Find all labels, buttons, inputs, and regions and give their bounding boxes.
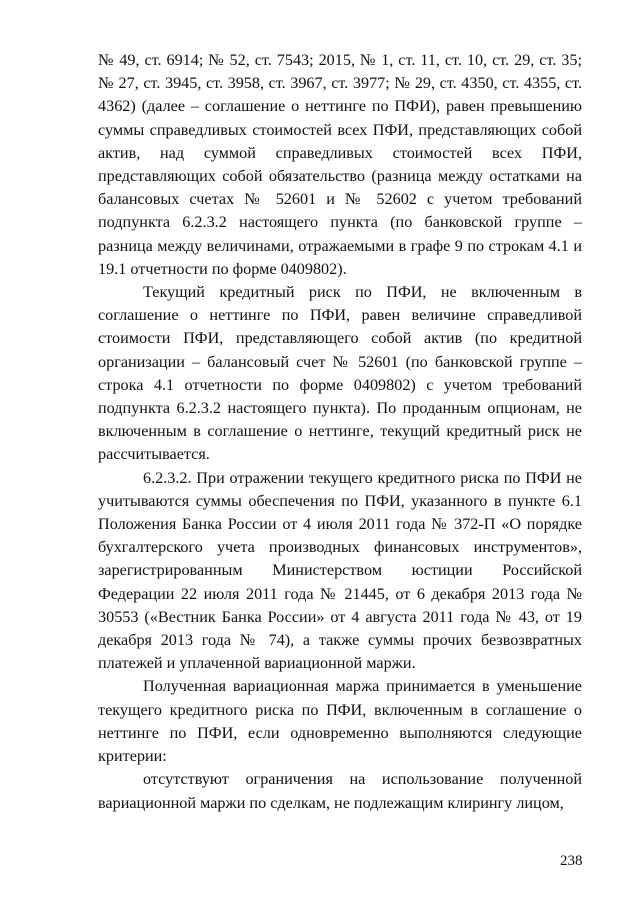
- paragraph-continuation: № 49, ст. 6914; № 52, ст. 7543; 2015, № 1, ст. 11, ст. 10, ст. 29, ст. 35; № 27, ст. 3945, ст. 3958, ст. 3967, ст. 3977; № 29, ст. 4350, ст. 4355, ст. 4362) (далее – соглашение о неттинге по ПФИ), равен превышению суммы справедливых стоимостей всех ПФИ, представляющих собой актив, над суммой справедливых стоимостей всех ПФИ, представляющих собой обязательство (разница между остатками на балансовых счетах № 52601 и № 52602 с учетом требований подпункта 6.2.3.2 настоящего пункта (по банковской группе – разница между величинами, отражаемыми в графе 9 по строкам 4.1 и 19.1 отчетности по форме 0409802).: [98, 51, 582, 278]
- document-page: [98, 49, 582, 815]
- paragraph-6-2-3-2: 6.2.3.2. При отражении текущего кредитного риска по ПФИ не учитываются суммы обеспечения по ПФИ, указанного в пункте 6.1 Положения Банка России от 4 июля 2011 года № 372-П «О порядке бухгалтерского учета производных финансовых инструментов», зарегистрированным Министерством юстиции Российской Федерации 22 июля 2011 года № 21445, от 6 декабря 2013 года № 30553 («Вестник Банка России» от 4 августа 2011 года № 43, от 19 декабря 2013 года № 74), а также суммы прочих безвозвратных платежей и уплаченной вариационной маржи.: [98, 468, 582, 673]
- page-number: 238: [560, 853, 583, 869]
- paragraph-criteria: отсутствуют ограничения на использование полученной вариационной маржи по сделкам, не подлежащим клирингу лицом,: [98, 770, 582, 812]
- paragraph-variation-margin: Полученная вариационная маржа принимается в уменьшение текущего кредитного риска по ПФИ, включенным в соглашение о неттинге по ПФИ, если одновременно выполняются следующие критерии:: [98, 677, 582, 766]
- paragraph-current-credit-risk: Текущий кредитный риск по ПФИ, не включенным в соглашение о неттинге по ПФИ, равен величине справедливой стоимости ПФИ, представляющего собой актив (по кредитной организации – балансовый счет № 52601 (по банковской группе – строка 4.1 отчетности по форме 0409802) с учетом требований подпункта 6.2.3.2 настоящего пункта). По проданным опционам, не включенным в соглашение о неттинге, текущий кредитный риск не рассчитывается.: [98, 283, 582, 464]
